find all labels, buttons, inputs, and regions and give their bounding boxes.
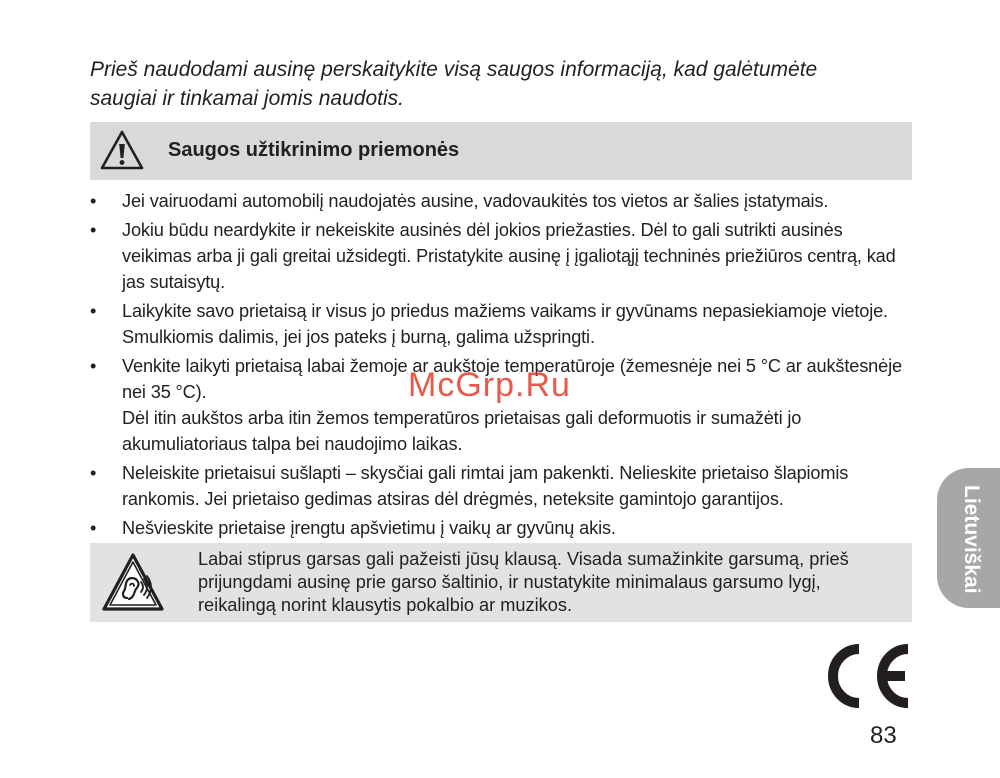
language-side-tab-label: Lietuviškai xyxy=(960,484,983,594)
warning-triangle-icon xyxy=(98,128,146,174)
bullet-dot: • xyxy=(90,356,97,376)
bullet-dot: • xyxy=(90,463,97,483)
list-item xyxy=(90,460,915,512)
bullet-text: Venkite laikyti prietaisą labai žemoje ar aukštoje temperatūroje (žemesnėje nei 5 °C ar aukštesnėje nei 35 °C). xyxy=(122,356,902,402)
section-title: Saugos užtikrinimo priemonės xyxy=(168,139,460,161)
bullet-dot: • xyxy=(90,301,97,321)
intro-line-2: saugiai ir tinkamai jomis naudotis. xyxy=(90,87,404,110)
intro-line-1: Prieš naudodami ausinę perskaitykite visą saugos informaciją, kad galėtumėte xyxy=(90,58,818,81)
bullet-dot: • xyxy=(90,518,97,538)
bullet-text: Jei vairuodami automobilį naudojatės ausine, vadovaukitės tos vietos ar šalies įstatymais. xyxy=(122,191,829,211)
bullet-dot: • xyxy=(90,220,97,240)
hearing-damage-warning-icon xyxy=(100,551,166,615)
watermark: McGrp.Ru xyxy=(408,366,571,404)
list-item xyxy=(90,188,915,214)
hearing-notice-text: Labai stiprus garsas gali pažeisti jūsų klausą. Visada sumažinkite garsumą, prieš prijungdami ausinę prie garso šaltinio, ir nustatykite minimalaus garsumo lygį, reikalingą norint klausytis pokalbio ar muzikos. xyxy=(198,549,849,615)
list-item xyxy=(90,298,915,350)
list-item xyxy=(90,217,915,295)
bullet-text: Nešvieskite prietaise įrengtu apšvietimu į vaikų ar gyvūnų akis. xyxy=(122,518,616,538)
hearing-notice-box xyxy=(90,543,912,622)
bullet-text: Neleiskite prietaisui sušlapti – skysčiai gali rimtai jam pakenkti. Nelieskite prietaiso šlapiomis rankomis. Jei prietaiso gedimas atsiras dėl drėgmės, neteksite gamintojo garantijos. xyxy=(122,463,849,509)
intro-paragraph xyxy=(90,55,890,113)
page-number: 83 xyxy=(870,722,897,749)
section-header xyxy=(90,122,912,180)
bullet-dot: • xyxy=(90,191,97,211)
list-item xyxy=(90,515,915,541)
ce-mark-icon xyxy=(815,640,915,712)
bullet-extra-text: Dėl itin aukštos arba itin žemos temperatūros prietaisas gali deformuotis ir sumažėti jo akumuliatoriaus talpa bei naudojimo laikas. xyxy=(122,408,802,454)
bullet-text: Jokiu būdu neardykite ir nekeiskite ausinės dėl jokios priežasties. Dėl to gali sutrikti ausinės veikimas arba ji gali greitai užsidegti. Pristatykite ausinę į įgaliotąjį techninės priežiūros centrą, kad jas sutaisytų. xyxy=(122,220,896,292)
bullet-text: Laikykite savo prietaisą ir visus jo priedus mažiems vaikams ir gyvūnams nepasiekiamoje vietoje. Smulkiomis dalimis, jei jos pateks į burną, galima užspringti. xyxy=(122,301,888,347)
